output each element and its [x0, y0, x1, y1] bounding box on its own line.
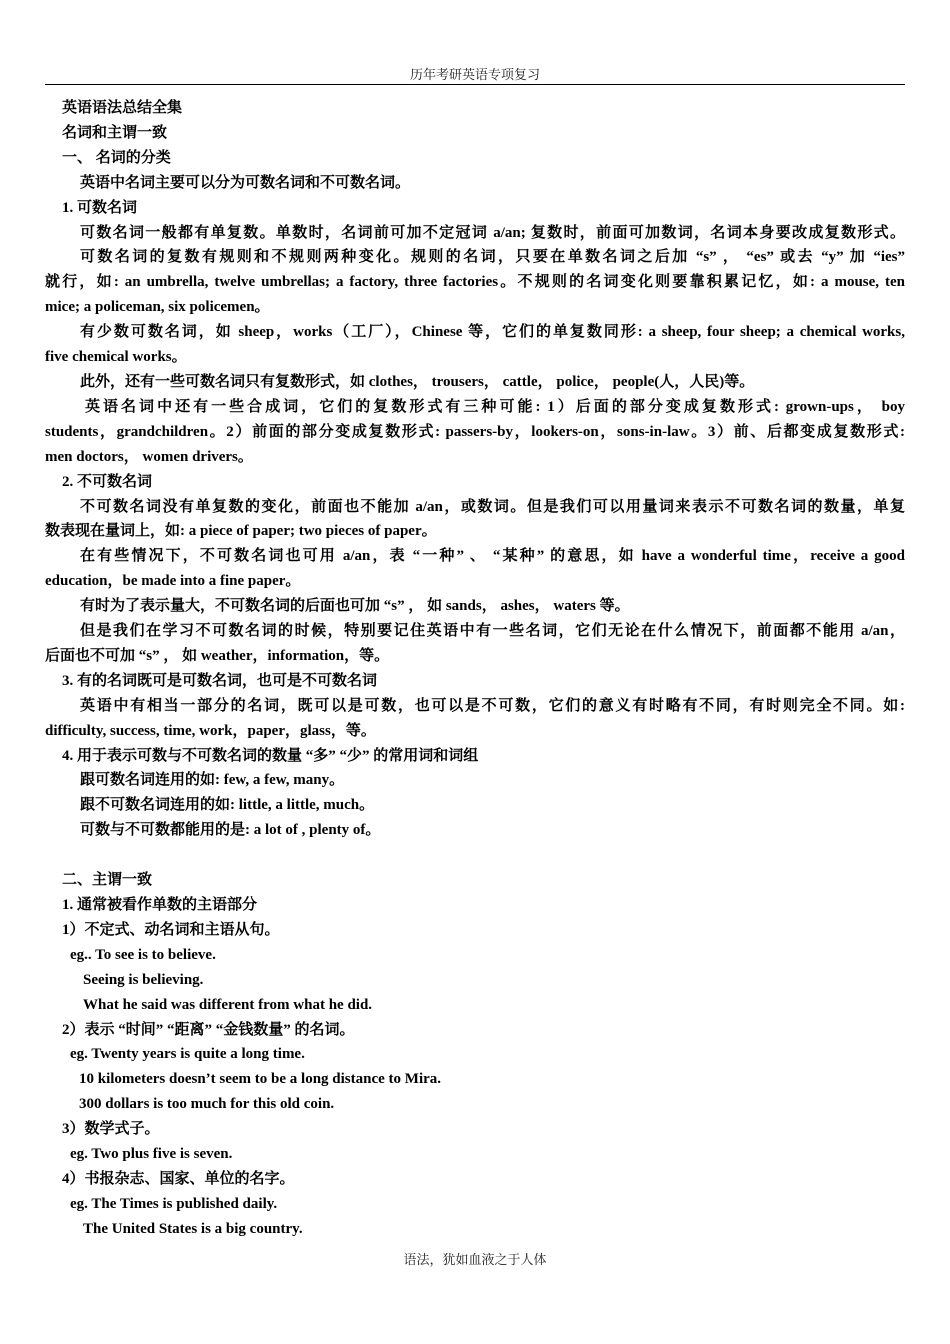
subsection-heading: 2. 不可数名词 — [62, 473, 153, 490]
example-line: What he said was different from what he did. — [83, 996, 373, 1013]
paragraph-line: 就行，如: an umbrella, twelve umbrellas; a factory, three factories。不规则的名词变化则要靠积累记忆，如: a mouse, ten — [45, 274, 905, 291]
paragraph-line: 跟不可数名词连用的如: little, a little, much。 — [80, 797, 375, 814]
list-item-heading: 2）表示 “时间” “距离” “金钱数量” 的名词。 — [62, 1021, 355, 1038]
example-line: The United States is a big country. — [83, 1220, 303, 1237]
paragraph-line: 跟可数名词连用的如: few, a few, many。 — [80, 772, 345, 789]
paragraph-line: 有少数可数名词，如 sheep，works（工厂），Chinese 等，它们的单复数同形: a sheep, four sheep; a chemical works, — [80, 324, 905, 341]
example-line: 10 kilometers doesn’t seem to be a long distance to Mira. — [79, 1071, 442, 1088]
paragraph-line: mice; a policeman, six policemen。 — [45, 299, 270, 316]
section-title: 名词和主谓一致 — [62, 124, 168, 141]
subsection-heading: 3. 有的名词既可是可数名词，也可是不可数名词 — [62, 672, 378, 689]
list-item-heading: 4）书报杂志、国家、单位的名字。 — [62, 1170, 295, 1187]
paragraph-line: 后面也不可加 “s” ， 如 weather，information，等。 — [45, 647, 390, 664]
paragraph-line: five chemical works。 — [45, 349, 187, 366]
paragraph-line: 但是我们在学习不可数名词的时候，特别要记住英语中有一些名词，它们无论在什么情况下，前面都不能用 a/an， — [80, 623, 905, 640]
header-divider — [45, 84, 905, 85]
paragraph-line: men doctors， women drivers。 — [45, 448, 253, 465]
list-item-heading: 3）数学式子。 — [62, 1121, 160, 1138]
paragraph-line: 英语中名词主要可以分为可数名词和不可数名词。 — [80, 174, 411, 191]
paragraph-line: 可数与不可数都能用的是: a lot of , plenty of。 — [80, 822, 381, 839]
paragraph-line: education，be made into a fine paper。 — [45, 573, 301, 590]
paragraph-line: difficulty, success, time, work，paper，glass，等。 — [45, 722, 376, 739]
paragraph-line: 此外，还有一些可数名词只有复数形式，如 clothes， trousers， cattle， police， people(人，人民)等。 — [80, 373, 755, 390]
example-line: eg. The Times is published daily. — [70, 1195, 278, 1212]
page-footer: 语法，犹如血液之于人体 — [403, 1252, 547, 1267]
subsection-heading: 1. 可数名词 — [62, 199, 138, 216]
example-line: eg.. To see is to believe. — [70, 946, 216, 963]
paragraph-line: 可数名词的复数有规则和不规则两种变化。规则的名词，只要在单数名词之后加 “s” ， “es” 或去 “y” 加 “ies” — [80, 249, 905, 266]
page-header: 历年考研英语专项复习 — [409, 67, 540, 82]
section-heading: 一、 名词的分类 — [62, 149, 171, 166]
example-line: Seeing is believing. — [83, 971, 204, 988]
document-title: 英语语法总结全集 — [62, 100, 183, 116]
list-item-heading: 1）不定式、动名词和主语从句。 — [62, 921, 280, 938]
subsection-heading: 4. 用于表示可数与不可数名词的数量 “多” “少” 的常用词和词组 — [62, 747, 479, 764]
paragraph-line: 英语中有相当一部分的名词，既可以是可数，也可以是不可数，它们的意义有时略有不同，有时则完全不同。如: — [80, 697, 905, 714]
paragraph-line: 数表现在量词上，如: a piece of paper; two pieces of paper。 — [45, 523, 437, 540]
paragraph-line: students，grandchildren。2）前面的部分变成复数形式: passers-by，lookers-on，sons-in-law。3）前、后都变成复数形式: — [45, 423, 905, 440]
example-line: eg. Two plus five is seven. — [70, 1146, 233, 1163]
section-heading: 二、主谓一致 — [62, 872, 153, 889]
example-line: 300 dollars is too much for this old coin. — [79, 1096, 335, 1113]
subsection-heading: 1. 通常被看作单数的主语部分 — [62, 896, 258, 913]
paragraph-line: 有时为了表示量大，不可数名词的后面也可加 “s” ， 如 sands， ashes， waters 等。 — [80, 598, 630, 615]
blank-line — [45, 843, 905, 868]
paragraph-line: 可数名词一般都有单复数。单数时，名词前可加不定冠词 a/an; 复数时，前面可加数词，名词本身要改成复数形式。 — [80, 224, 905, 241]
paragraph-line: 不可数名词没有单复数的变化，前面也不能加 a/an，或数词。但是我们可以用量词来表示不可数名词的数量，单复 — [80, 498, 905, 515]
document-body — [45, 96, 905, 1242]
paragraph-line: 英语名词中还有一些合成词，它们的复数形式有三种可能: 1）后面的部分变成复数形式: grown-ups， boy — [85, 398, 905, 415]
example-line: eg. Twenty years is quite a long time. — [70, 1046, 305, 1063]
paragraph-line: 在有些情况下，不可数名词也可用 a/an，表 “一种” 、 “某种” 的意思，如 have a wonderful time，receive a good — [80, 548, 905, 565]
